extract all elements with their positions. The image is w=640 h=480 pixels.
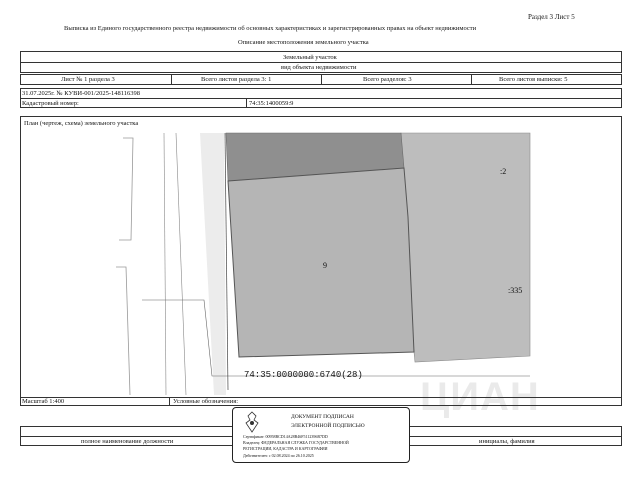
quarter-label: 74:35:0000000:6740(28)	[244, 370, 363, 380]
watermark: ЦИАН	[420, 375, 540, 419]
emblem-icon	[243, 411, 261, 433]
section-page-label: Раздел 3 Лист 5	[528, 13, 575, 21]
cadastral-label: Кадастровый номер:	[22, 100, 79, 107]
total-sheets-extract: Всего листов выписки: 5	[499, 76, 568, 83]
parcel-label-main: 9	[323, 261, 327, 270]
plan-heading: План (чертеж, схема) земельного участка	[24, 120, 139, 127]
total-sheets-section: Всего листов раздела 3: 1	[201, 76, 272, 83]
initials-label: инициалы, фамилия	[479, 438, 535, 445]
parcel-label-2: :2	[500, 167, 507, 176]
total-sections: Всего разделов: 3	[363, 76, 412, 83]
position-label: полное наименование должности	[81, 438, 174, 445]
stamp-owner1: Владелец: ФЕДЕРАЛЬНАЯ СЛУЖБА ГОСУДАРСТВЕННОЙ	[243, 440, 349, 445]
stamp-valid: Действителен: с 02.08.2024 по 26.10.2025	[243, 453, 314, 458]
e-signature-stamp	[232, 407, 410, 463]
document-subtitle: Описание местоположения земельного участка	[238, 39, 369, 46]
object-kind: вид объекта недвижимости	[281, 64, 357, 71]
date-number: 31.07.2025г. № КУВИ-001/2025-148116398	[22, 90, 140, 97]
road-strip	[200, 133, 226, 395]
cadastral-number: 74:35:1400059:9	[249, 100, 294, 107]
stamp-line1: ДОКУМЕНТ ПОДПИСАН	[291, 414, 354, 420]
parcel-label-335: :335	[508, 286, 523, 295]
scale-row	[20, 397, 622, 406]
left-strip-top	[119, 138, 133, 240]
stamp-owner2: РЕГИСТРАЦИИ, КАДАСТРА И КАРТОГРАФИИ	[243, 446, 328, 451]
parcel-2	[401, 133, 530, 362]
parcel-9	[228, 168, 414, 357]
scale-label: Масштаб 1:400	[22, 398, 65, 405]
sheet-number: Лист № 1 раздела 3	[61, 76, 115, 83]
document-title: Выписка из Единого государственного реестра недвижимости об основных характеристиках и зарегистрированных правах на объект недвижимости	[64, 25, 477, 32]
stamp-line2: ЭЛЕКТРОННОЙ ПОДПИСЬЮ	[291, 423, 365, 429]
left-strip-bottom	[116, 267, 130, 395]
legend-label: Условные обозначения:	[173, 398, 239, 405]
object-name: Земельный участок	[283, 54, 337, 61]
stamp-cert: Сертификат: 00958BCD14A28B46F5112396B7DD	[243, 434, 328, 439]
